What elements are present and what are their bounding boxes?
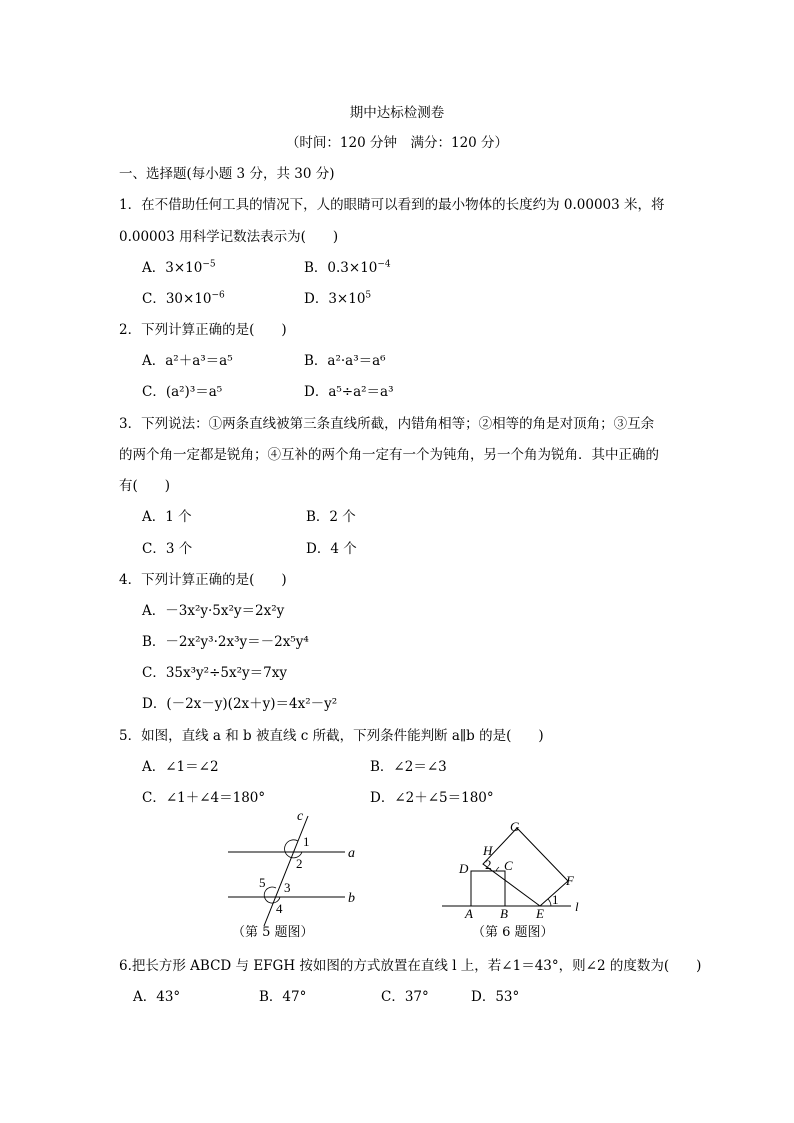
question-1-option-c: C．$30\times 10^{-6}$ <box>142 290 225 307</box>
angle-1-arc <box>548 899 551 906</box>
figure-6-caption: （第 6 题图） <box>472 925 554 940</box>
label-line-b: b <box>348 891 355 906</box>
label-H: H <box>483 843 493 858</box>
question-4-option-a: A．－3x²y·5x²y＝2x²y <box>142 603 285 619</box>
question-4-stem: 4．下列计算正确的是( ) <box>119 572 287 588</box>
label-G: G <box>510 819 520 834</box>
question-1-stem-line2: 0.00003 用科学记数法表示为( ) <box>119 229 339 245</box>
question-4-option-b: B．－2x²y³·2x³y＝－2x⁵y⁴ <box>142 634 309 650</box>
question-3-option-b: B．2 个 <box>306 509 356 525</box>
label-line-a: a <box>348 846 355 861</box>
question-4-option-d: D．(－2x－y)(2x＋y)＝4x²－y² <box>142 696 338 712</box>
label-angle-4: 4 <box>276 901 283 916</box>
label-line-c: c <box>297 809 304 824</box>
label-l: l <box>575 899 579 914</box>
label-angle-2: 2 <box>296 856 303 871</box>
label-E: E <box>536 906 544 920</box>
question-3-stem-line1: 3．下列说法：①两条直线被第三条直线所截，内错角相等；②相等的角是对顶角；③互余 <box>119 416 655 432</box>
question-1-option-a: A．$3\times 10^{-5}$ <box>142 259 216 276</box>
label-2: 2 <box>485 857 492 872</box>
page-title: 期中达标检测卷 <box>349 105 445 121</box>
figure-5 <box>220 808 370 932</box>
question-2-option-c: C．(a²)³＝a⁵ <box>142 384 223 400</box>
line-c <box>264 816 308 926</box>
question-1-option-b: B．$0.3\times 10^{-4}$ <box>304 259 391 276</box>
label-A: A <box>465 906 473 920</box>
label-angle-1: 1 <box>303 834 310 849</box>
question-3-stem-line3: 有( ) <box>119 478 171 494</box>
question-3-stem-line2: 的两个角一定都是锐角；④互补的两个角一定有一个为钝角，另一个角为锐角．其中正确的 <box>119 447 659 463</box>
label-1: 1 <box>552 892 559 907</box>
question-2-stem: 2．下列计算正确的是( ) <box>119 322 287 338</box>
exam-info: （时间：120 分钟 满分：120 分） <box>285 135 509 151</box>
label-D: D <box>459 861 469 876</box>
label-B: B <box>500 906 508 920</box>
label-C: C <box>504 858 513 873</box>
question-1-stem-line1: 1．在不借助任何工具的情况下，人的眼睛可以看到的最小物体的长度约为 0.00003 米，将 <box>119 197 665 213</box>
question-5-option-d: D．∠2＋∠5＝180° <box>370 790 494 806</box>
question-3-option-a: A．1 个 <box>142 509 192 525</box>
figure-5-caption: （第 5 题图） <box>232 925 314 940</box>
question-5-stem: 5．如图，直线 a 和 b 被直线 c 所截，下列条件能判断 a∥b 的是( ) <box>119 728 544 744</box>
question-5-option-c: C．∠1＋∠4＝180° <box>142 790 266 806</box>
question-3-option-d: D．4 个 <box>306 541 357 557</box>
question-6-option-c: C．37° <box>381 989 429 1005</box>
question-2-option-b: B．a²·a³＝a⁶ <box>304 353 386 369</box>
label-F: F <box>566 873 574 888</box>
question-5-option-a: A．∠1＝∠2 <box>142 759 219 775</box>
figure-6 <box>438 814 598 920</box>
question-6-stem: 6.把长方形 ABCD 与 EFGH 按如图的方式放置在直线 l 上，若∠1＝43°，则∠2 的度数为( ) <box>119 958 702 974</box>
question-2-option-d: D．a⁵÷a²＝a³ <box>304 384 394 400</box>
question-4-option-c: C．35x³y²÷5x²y＝7xy <box>142 665 287 681</box>
label-angle-5: 5 <box>259 875 266 890</box>
angle-2-arc <box>496 867 499 871</box>
label-angle-3: 3 <box>284 880 291 895</box>
question-6-option-d: D．53° <box>471 989 520 1005</box>
question-6-option-b: B．47° <box>259 989 307 1005</box>
question-3-option-c: C．3 个 <box>142 541 193 557</box>
section-heading: 一、选择题(每小题 3 分，共 30 分) <box>119 166 335 182</box>
question-6-option-a: A．43° <box>133 989 181 1005</box>
question-1-option-d: D．$3\times 10^5$ <box>304 290 372 307</box>
question-5-option-b: B．∠2＝∠3 <box>370 759 447 775</box>
question-2-option-a: A．a²＋a³＝a⁵ <box>142 353 233 369</box>
